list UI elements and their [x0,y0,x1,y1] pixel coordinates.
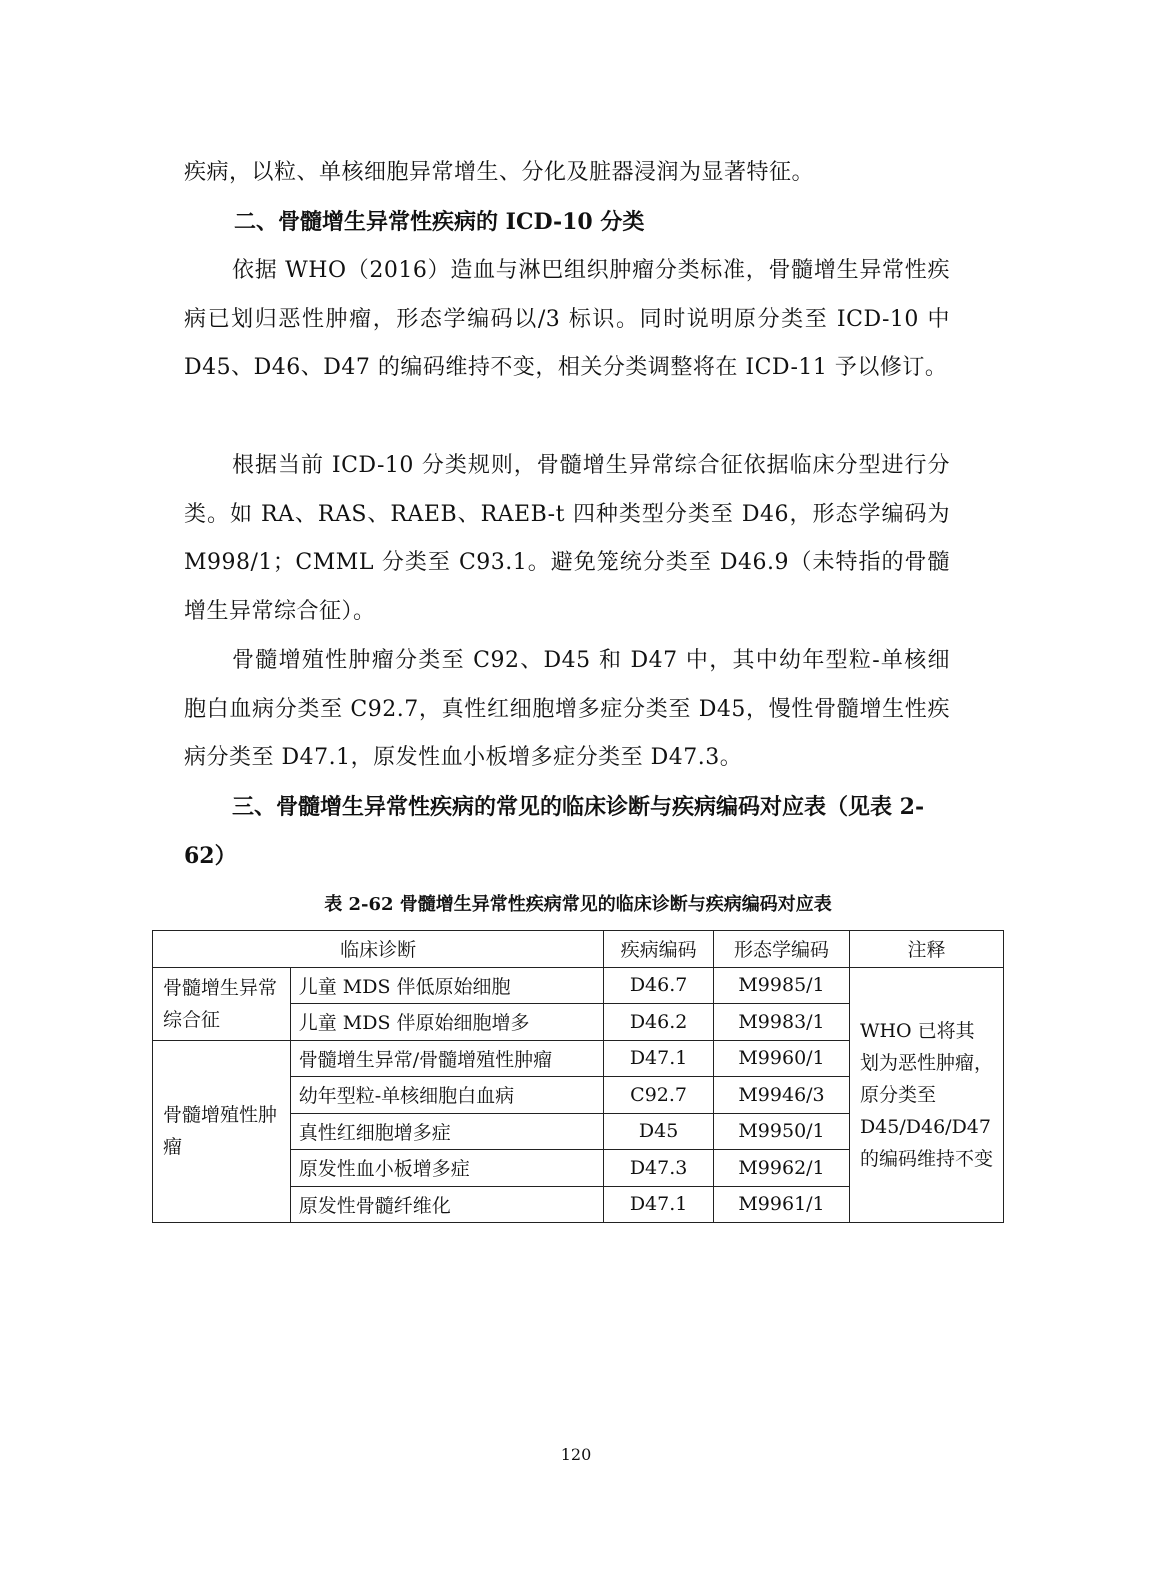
morph-cell: M9962/1 [714,1150,850,1187]
note-cell: WHO 已将其划为恶性肿瘤，原分类至 D45/D46/D47 的编码维持不变 [849,967,1003,1223]
header-note: 注释 [849,931,1003,968]
table-caption: 表 2-62 骨髓增生异常性疾病常见的临床诊断与疾病编码对应表 [324,894,832,915]
table-row [153,967,1004,1004]
code-cell: C92.7 [604,1077,714,1114]
header-disease-code: 疾病编码 [604,931,714,968]
diagnosis-cell: 真性红细胞增多症 [290,1113,603,1150]
code-cell: D47.1 [604,1040,714,1077]
code-cell: D47.3 [604,1150,714,1187]
section-heading-3: 三、骨髓增生异常性疾病的常见的临床诊断与疾病编码对应表（见表 2-62） [184,794,925,869]
morph-cell: M9950/1 [714,1113,850,1150]
group-mds: 骨髓增生异常综合征 [153,967,291,1040]
morph-cell: M9961/1 [714,1186,850,1223]
diagnosis-cell: 儿童 MDS 伴原始细胞增多 [290,1004,603,1041]
diagnosis-cell: 原发性骨髓纤维化 [290,1186,603,1223]
paragraph-mds-rules: 根据当前 ICD-10 分类规则，骨髓增生异常综合征依据临床分型进行分类。如 RA、RAS、RAEB、RAEB-t 四种类型分类至 D46，形态学编码为 M998/1；CMML 分类至 C93.1。避免笼统分类至 D46.9（未特指的骨髓增生异常综合征）。 [184,453,950,624]
paragraph-mpn-rules: 骨髓增殖性肿瘤分类至 C92、D45 和 D47 中，其中幼年型粒-单核细胞白血病分类至 C92.7，真性红细胞增多症分类至 D45，慢性骨髓增生性疾病分类至 D47.1，原发性血小板增多症分类至 D47.3。 [184,648,950,770]
group-mpn: 骨髓增殖性肿瘤 [153,1040,291,1223]
morph-cell: M9985/1 [714,967,850,1004]
page-number: 120 [560,1445,592,1464]
morph-cell: M9983/1 [714,1004,850,1041]
diagnosis-code-table [152,930,1004,1223]
code-cell: D47.1 [604,1186,714,1223]
morph-cell: M9946/3 [714,1077,850,1114]
header-clinical-diagnosis: 临床诊断 [153,931,604,968]
code-cell: D45 [604,1113,714,1150]
diagnosis-cell: 骨髓增生异常/骨髓增殖性肿瘤 [290,1040,603,1077]
code-cell: D46.7 [604,967,714,1004]
table-header-row [153,931,1004,968]
code-cell: D46.2 [604,1004,714,1041]
section-heading-2: 二、骨髓增生异常性疾病的 ICD-10 分类 [234,209,645,235]
paragraph-who-classification: 依据 WHO（2016）造血与淋巴组织肿瘤分类标准，骨髓增生异常性疾病已划归恶性肿瘤，形态学编码以/3 标识。同时说明原分类至 ICD-10 中 D45、D46、D47 的编码维持不变，相关分类调整将在 ICD-11 予以修订。 [184,258,950,380]
paragraph-continuation: 疾病，以粒、单核细胞异常增生、分化及脏器浸润为显著特征。 [184,160,815,185]
diagnosis-cell: 儿童 MDS 伴低原始细胞 [290,967,603,1004]
header-morphology-code: 形态学编码 [714,931,850,968]
morph-cell: M9960/1 [714,1040,850,1077]
diagnosis-cell: 原发性血小板增多症 [290,1150,603,1187]
diagnosis-cell: 幼年型粒-单核细胞白血病 [290,1077,603,1114]
